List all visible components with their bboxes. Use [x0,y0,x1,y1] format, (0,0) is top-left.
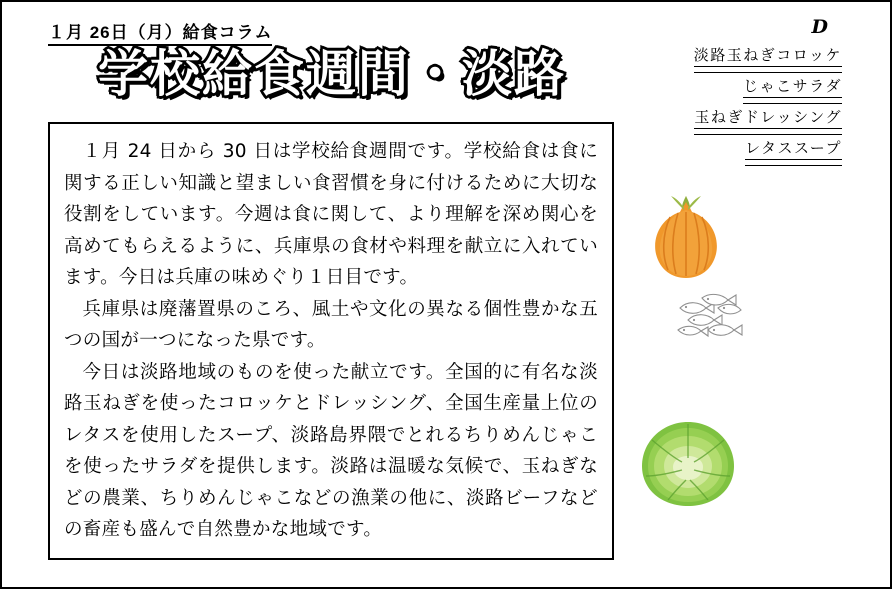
lettuce-illustration [638,418,738,510]
menu-item: じゃこサラダ [743,77,842,98]
menu-list [662,46,842,170]
onion-illustration [638,188,734,284]
menu-item: レタススープ [745,139,842,160]
menu-item: 淡路玉ねぎコロッケ [694,46,842,67]
date-line: １月 26日（月）給食コラム [48,18,272,46]
page-title: 学校給食週間・淡路 [98,45,566,103]
menu-item-row [694,46,842,73]
body-paragraph: １月 24 日から 30 日は学校給食週間です。学校給食は食に関する正しい知識と望ましい食習慣を身に付けるために大切な役割をしています。今週は食に関して、より理解を深め関心を高めてもらえるように、兵庫県の食材や料理を献立に入れています。今日は兵庫の味めぐり１日目です。 [64,141,598,288]
article-body [48,122,614,560]
menu-item-row [743,77,842,104]
chirimenjako-illustration [674,290,748,346]
menu-item: 玉ねぎドレッシング [694,108,842,129]
corner-letter: D [811,16,828,38]
menu-item-row [745,139,842,166]
body-paragraph: 兵庫県は廃藩置県のころ、風土や文化の異なる個性豊かな五つの国が一つになった県です。 [64,298,598,351]
title-block [42,44,622,106]
body-paragraph: 今日は淡路地域のものを使った献立です。全国的に有名な淡路玉ねぎを使ったコロッケとドレッシング、全国生産量上位のレタスを使用したスープ、淡路島界隈でとれるちりめんじゃこを使ったサラダを提供します。淡路は温暖な気候で、玉ねぎなどの農業、ちりめんじゃこなどの漁業の他に、淡路ビーフなどの畜産も盛んで自然豊かな地域です。 [64,361,598,540]
menu-item-row [694,108,842,135]
